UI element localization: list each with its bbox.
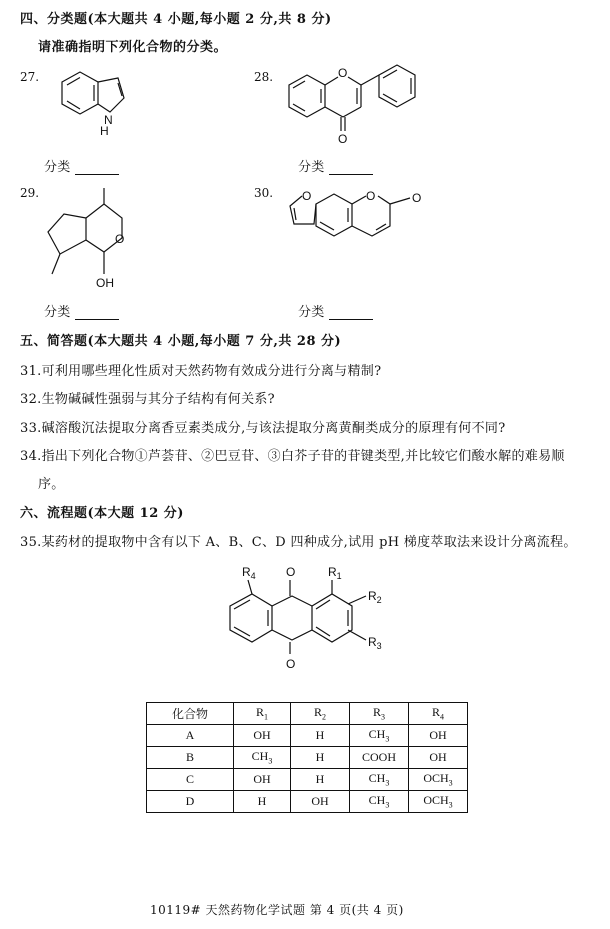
section6-title: 六、流程题(本大题 12 分): [20, 506, 184, 521]
table-cell: OH: [234, 725, 291, 747]
iridoid-o-label: O: [115, 232, 125, 246]
q34-text-line2: 序。: [38, 477, 65, 492]
table-cell: H: [291, 769, 350, 791]
substituent-table: [146, 702, 468, 813]
table-row: [147, 747, 468, 769]
r2-label: $R_2$: [368, 589, 382, 605]
table-cell: $CH_3$: [234, 747, 291, 769]
classify-label: 分类: [44, 160, 71, 175]
table-cell: OH: [291, 791, 350, 813]
pyranone-o-label: O: [366, 189, 376, 203]
table-cell: OH: [409, 725, 468, 747]
table-cell: $OCH_3$: [409, 791, 468, 813]
nh-n-label: N: [104, 113, 113, 127]
q32-text: 32.生物碱碱性强弱与其分子结构有何关系?: [20, 392, 275, 407]
table-cell: OH: [409, 747, 468, 769]
furan-o-label: O: [302, 189, 312, 203]
q28-classify: [298, 156, 373, 175]
page-footer: 10119# 天然药物化学试题 第 4 页(共 4 页): [150, 903, 404, 917]
header-compound: 化合物: [147, 703, 234, 725]
table-cell: $OCH_3$: [409, 769, 468, 791]
table-header-row: [147, 703, 468, 725]
header-r4: $R_4$: [409, 703, 468, 725]
header-r1: $R_1$: [234, 703, 291, 725]
r3-label: $R_3$: [368, 635, 382, 651]
r4-label: $R_4$: [242, 565, 256, 581]
header-r2: $R_2$: [291, 703, 350, 725]
furocoumarin-structure: [282, 186, 442, 246]
table-row: [147, 725, 468, 747]
carbonyl-o-label: O: [412, 191, 422, 205]
table-cell: H: [291, 725, 350, 747]
table-cell: $CH_3$: [350, 725, 409, 747]
table-row: [147, 769, 468, 791]
classify-label: 分类: [44, 305, 71, 320]
section4-instruction: 请准确指明下列化合物的分类。: [38, 40, 228, 55]
indole-structure: [40, 72, 140, 142]
q27-classify: [44, 156, 119, 175]
section5-title: 五、简答题(本大题共 4 小题,每小题 7 分,共 28 分): [20, 334, 342, 349]
q31-text: 31.可利用哪些理化性质对天然药物有效成分进行分离与精制?: [20, 364, 382, 379]
table-cell: H: [234, 791, 291, 813]
table-cell: A: [147, 725, 234, 747]
table-cell: $CH_3$: [350, 791, 409, 813]
q28-number: 28.: [254, 70, 274, 84]
classify-label: 分类: [298, 160, 325, 175]
table-cell: D: [147, 791, 234, 813]
isoflavone-structure: [285, 65, 435, 155]
q29-number: 29.: [20, 186, 40, 200]
q30-classify: [298, 301, 373, 320]
q27-number: 27.: [20, 70, 40, 84]
q33-text: 33.碱溶酸沉法提取分离香豆素类成分,与该法提取分离黄酮类成分的原理有何不同?: [20, 421, 506, 436]
nh-h-label: H: [100, 124, 109, 138]
bottom-o-label: O: [286, 657, 296, 671]
answer-blank[interactable]: [329, 162, 373, 175]
iridoid-oh-label: OH: [96, 276, 114, 290]
table-cell: OH: [234, 769, 291, 791]
isoflavone-o-ring: O: [338, 66, 348, 80]
answer-blank[interactable]: [75, 307, 119, 320]
classify-label: 分类: [298, 305, 325, 320]
section4-title: 四、分类题(本大题共 4 小题,每小题 2 分,共 8 分): [20, 12, 332, 27]
table-cell: H: [291, 747, 350, 769]
top-o-label: O: [286, 565, 296, 579]
table-cell: C: [147, 769, 234, 791]
table-row: [147, 791, 468, 813]
iridoid-structure: [36, 188, 146, 298]
table-cell: COOH: [350, 747, 409, 769]
table-cell: $CH_3$: [350, 769, 409, 791]
q30-number: 30.: [254, 186, 274, 200]
q35-text: 35.某药材的提取物中含有以下 A、B、C、D 四种成分,试用 pH 梯度萃取法来设计分离流程。: [20, 535, 577, 550]
isoflavone-o-keto: O: [338, 132, 348, 146]
anthraquinone-structure: [222, 562, 392, 672]
r1-label: $R_1$: [328, 565, 342, 581]
q34-text-line1: 34.指出下列化合物①芦荟苷、②巴豆苷、③白芥子苷的苷键类型,并比较它们酸水解的难易顺: [20, 449, 565, 464]
q29-classify: [44, 301, 119, 320]
header-r3: $R_3$: [350, 703, 409, 725]
table-cell: B: [147, 747, 234, 769]
answer-blank[interactable]: [75, 162, 119, 175]
answer-blank[interactable]: [329, 307, 373, 320]
